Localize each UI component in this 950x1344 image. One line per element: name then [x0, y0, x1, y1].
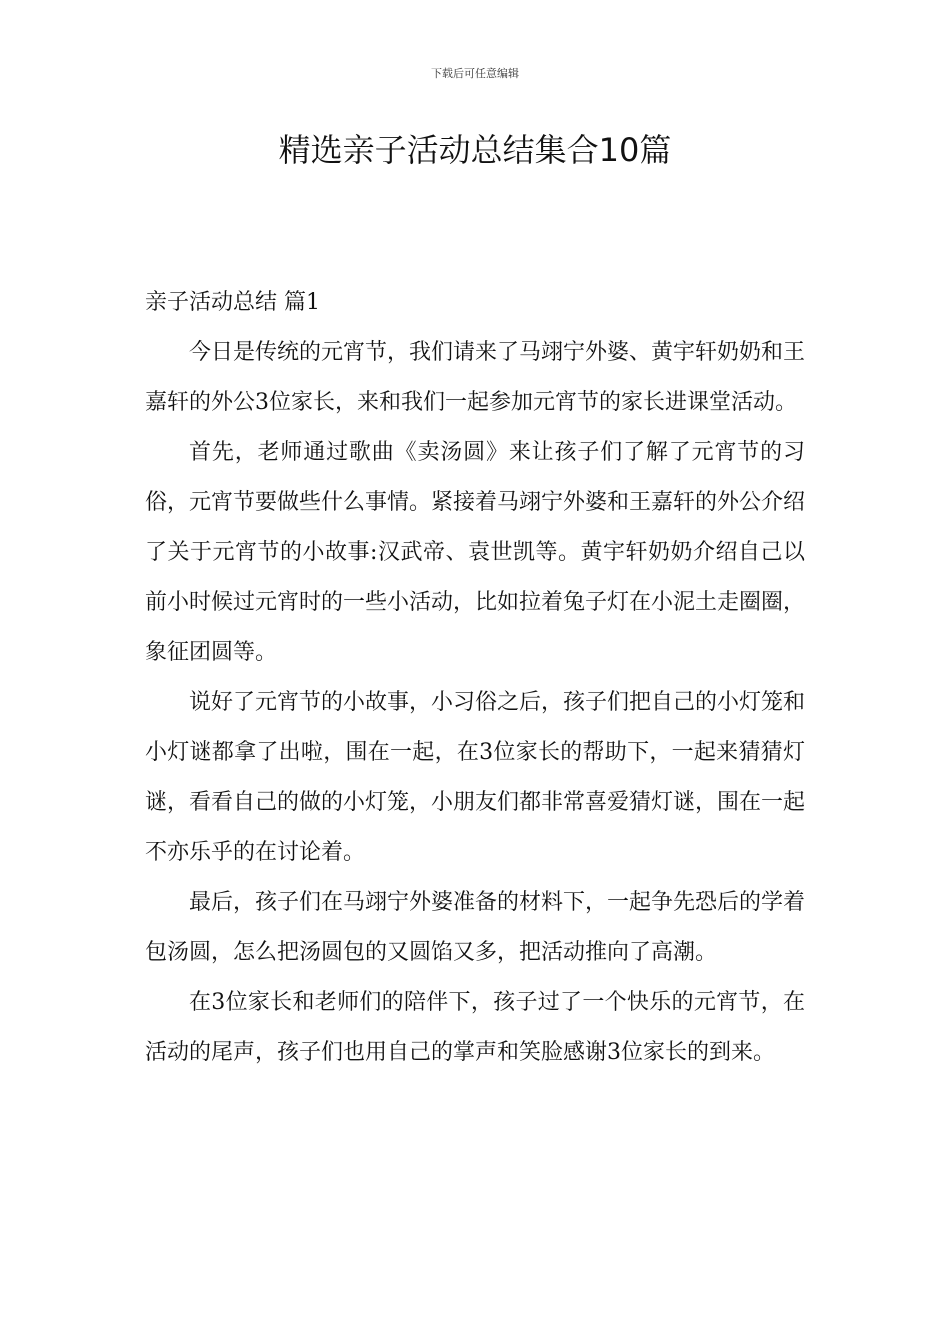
paragraph: 最后，孩子们在马翊宁外婆准备的材料下，一起争先恐后的学着包汤圆，怎么把汤圆包的又圆馅又多，把活动推向了高潮。 — [145, 890, 806, 965]
paragraph: 首先，老师通过歌曲《卖汤圆》来让孩子们了解了元宵节的习俗，元宵节要做些什么事情。紧接着马翊宁外婆和王嘉轩的外公介绍了关于元宵节的小故事:汉武帝、袁世凯等。黄宇轩奶奶介绍自己以前小时候过元宵时的一些小活动，比如拉着兔子灯在小泥土走圈圈，象征团圆等。 — [145, 440, 806, 665]
section-heading: 亲子活动总结 篇1 — [145, 290, 320, 315]
paragraph: 在3位家长和老师们的陪伴下，孩子过了一个快乐的元宵节，在活动的尾声，孩子们也用自己的掌声和笑脸感谢3位家长的到来。 — [145, 990, 805, 1065]
header-note: 下载后可任意编辑 — [431, 67, 519, 80]
document-title: 精选亲子活动总结集合10篇 — [278, 131, 672, 169]
paragraph: 说好了元宵节的小故事，小习俗之后，孩子们把自己的小灯笼和小灯谜都拿了出啦，围在一起，在3位家长的帮助下，一起来猜猜灯谜，看看自己的做的小灯笼，小朋友们都非常喜爱猜灯谜，围在一起不亦乐乎的在讨论着。 — [145, 690, 806, 865]
document-body — [145, 278, 805, 1078]
paragraph: 今日是传统的元宵节，我们请来了马翊宁外婆、黄宇轩奶奶和王嘉轩的外公3位家长，来和我们一起参加元宵节的家长进课堂活动。 — [145, 340, 806, 415]
